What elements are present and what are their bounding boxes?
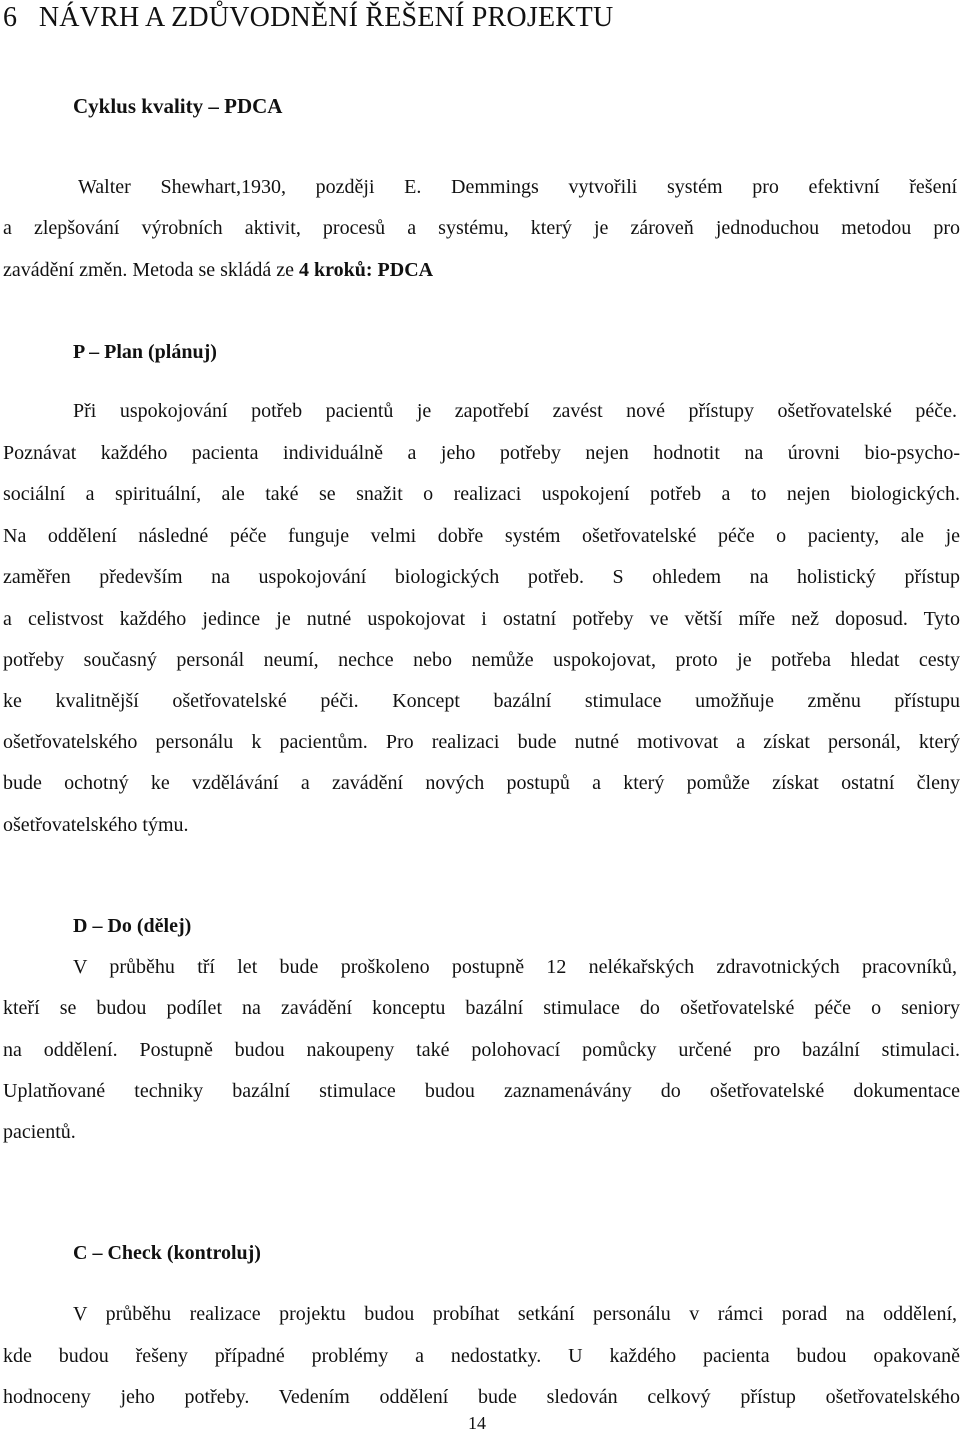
paragraph-line: a zlepšování výrobních aktivit, procesů a systému, který je zároveň jednoduchou metodou pro [3, 217, 960, 239]
paragraph-line: kteří se budou podílet na zavádění konceptu bazální stimulace do ošetřovatelské péče o seniory [3, 997, 960, 1019]
plan-heading: P – Plan (plánuj) [73, 341, 217, 363]
paragraph-line: hodnoceny jeho potřeby. Vedením oddělení bude sledován celkový přístup ošetřovatelského [3, 1386, 960, 1408]
paragraph-line: Uplatňované techniky bazální stimulace budou zaznamenávány do ošetřovatelské dokumentace [3, 1080, 960, 1102]
paragraph-line: V průběhu realizace projektu budou probíhat setkání personálu v rámci porad na oddělení, [73, 1303, 957, 1325]
paragraph-line: kde budou řešeny případné problémy a nedostatky. U každého pacienta budou opakovaně [3, 1345, 960, 1367]
paragraph-line: ke kvalitnější ošetřovatelské péči. Koncept bazální stimulace umožňuje změnu přístupu [3, 690, 960, 712]
paragraph-line: Poznávat každého pacienta individuálně a jeho potřeby nejen hodnotit na úrovni bio-psycho- [3, 442, 960, 464]
page-number: 14 [468, 1413, 486, 1433]
chapter-number: 6 [3, 2, 18, 33]
paragraph-line: potřeby současný personál neumí, nechce nebo nemůže uspokojovat, proto je potřeba hledat cesty [3, 649, 960, 671]
paragraph-line: Walter Shewhart,1930, později E. Demmings vytvořili systém pro efektivní řešení [78, 176, 957, 198]
paragraph-line [3, 259, 433, 282]
section-heading-pdca: Cyklus kvality – PDCA [73, 94, 283, 118]
intro-text: zavádění změn. Metoda se skládá ze [3, 259, 299, 281]
pdca-emphasis: 4 kroků: PDCA [298, 259, 434, 281]
chapter-title: NÁVRH A ZDŮVODNĚNÍ ŘEŠENÍ PROJEKTU [38, 2, 614, 33]
chapter-heading [3, 2, 613, 34]
do-heading: D – Do (dělej) [73, 915, 192, 937]
paragraph-line: pacientů. [3, 1121, 76, 1143]
paragraph-line: ošetřovatelského personálu k pacientům. Pro realizaci bude nutné motivovat a získat personál, který [3, 731, 960, 753]
paragraph-line: a celistvost každého jedince je nutné uspokojovat i ostatní potřeby ve větší míře než doposud. Tyto [3, 608, 960, 630]
paragraph-line: na oddělení. Postupně budou nakoupeny také polohovací pomůcky určené pro bazální stimulaci. [3, 1039, 960, 1061]
paragraph-line: ošetřovatelského týmu. [3, 814, 189, 836]
paragraph-line: V průběhu tří let bude proškoleno postupně 12 nelékařských zdravotnických pracovníků, [73, 956, 957, 978]
paragraph-line: zaměřen především na uspokojování biologických potřeb. S ohledem na holistický přístup [3, 566, 960, 588]
paragraph-line: bude ochotný ke vzdělávání a zavádění nových postupů a který pomůže získat ostatní členy [3, 772, 960, 794]
check-heading: C – Check (kontroluj) [73, 1242, 261, 1264]
paragraph-line: Na oddělení následné péče funguje velmi dobře systém ošetřovatelské péče o pacienty, ale je [3, 525, 960, 547]
paragraph-line: Při uspokojování potřeb pacientů je zapotřebí zavést nové přístupy ošetřovatelské péče. [73, 400, 957, 422]
paragraph-line: sociální a spirituální, ale také se snažit o realizaci uspokojení potřeb a to nejen biologických. [3, 483, 960, 505]
